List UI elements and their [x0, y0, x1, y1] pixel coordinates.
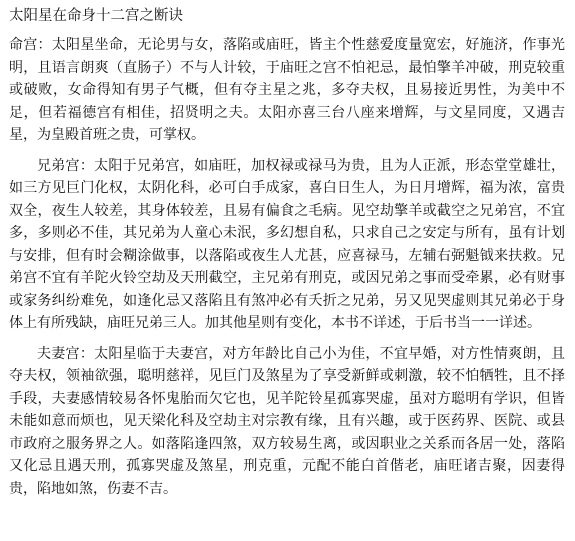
section-heading-xiong-di-gong: 兄弟宫： [37, 157, 95, 174]
paragraph-xiong-di-gong [9, 155, 565, 335]
document [9, 6, 565, 508]
section-body-fu-qi-gong: 太阳星临于夫妻宫，对方年龄比自己小为佳，不宜早婚，对方性情爽朗，且夺夫权，领袖欲强，聪明慈祥，见巨门及煞星为了享受新鲜或刺激，较不怕牺牲，且不择手段，夫妻感情较易各怀鬼胎而欠它也，见羊陀铃星孤寡哭虚，虽对方聪明有学识，但皆未能如意而烦也，见天梁化科及空劫主对宗教有缘，且有兴趣，或于医药界、医院、或县市政府之服务界之人。如落陷逢四煞，双方较易生离，或因职业之关系而各居一处，落陷又化忌且遇天刑，孤寡哭虚及煞星，刑克重，元配不能白首偕老，庙旺诸吉聚，因妻得贵，陷地如煞，伤妻不吉。 [9, 345, 566, 497]
section-body-ming-gong: 太阳星坐命，无论男与女，落陷或庙旺，皆主个性慈爱度量宽宏，好施济，作事光明，且语言朗爽（直肠子）不与人计较，于庙旺之宫不怕祀忌，最怕擎羊冲破，刑克较重或破败，女命得知有男子气概，但有夺主星之兆，多夺夫权，且易接近男性，为美中不足，但若福德宫有相佳，招贤明之夫。太阳亦喜三台八座来增辉，与文星同度，又遇吉星，为皇殿首班之贵，可掌权。 [9, 37, 566, 143]
section-heading-ming-gong: 命宫： [9, 37, 52, 53]
paragraph-fu-qi-gong [9, 343, 565, 501]
paragraph-ming-gong [9, 34, 565, 147]
section-body-xiong-di-gong: 太阳于兄弟宫，如庙旺，加权禄或禄马为贵，且为人正派，形态堂堂雄壮，如三方见巨门化权，太阴化科，必可白手成家，喜白日生人，为日月增辉，福为浓，富贵双全，夜生人较差，其身体较差，且易有偏食之毛病。见空劫擎羊或截空之兄弟宫，不宜多，多则必不佳，其兄弟为人童心未泯，多幻想自私，只求自己之安定与所有，虽有计划与安排，但有时会糊涂做事，以落陷或夜生人尤甚，应喜禄马，左辅右弼魁钺来扶救。兄弟宫不宜有羊陀火铃空劫及天刑截空，主兄弟有刑克，或因兄弟之事而受牵累，必有财事或家务纠纷难免，如逢化忌又落陷且有煞冲必有夭折之兄弟，另又见哭虚则其兄弟必于身体上有所残缺，庙旺兄弟三人。加其他星则有变化，本书不详述，于后书当一一详述。 [9, 157, 566, 331]
section-heading-fu-qi-gong: 夫妻宫： [37, 345, 95, 362]
document-title: 太阳星在命身十二宫之断诀 [9, 8, 183, 24]
